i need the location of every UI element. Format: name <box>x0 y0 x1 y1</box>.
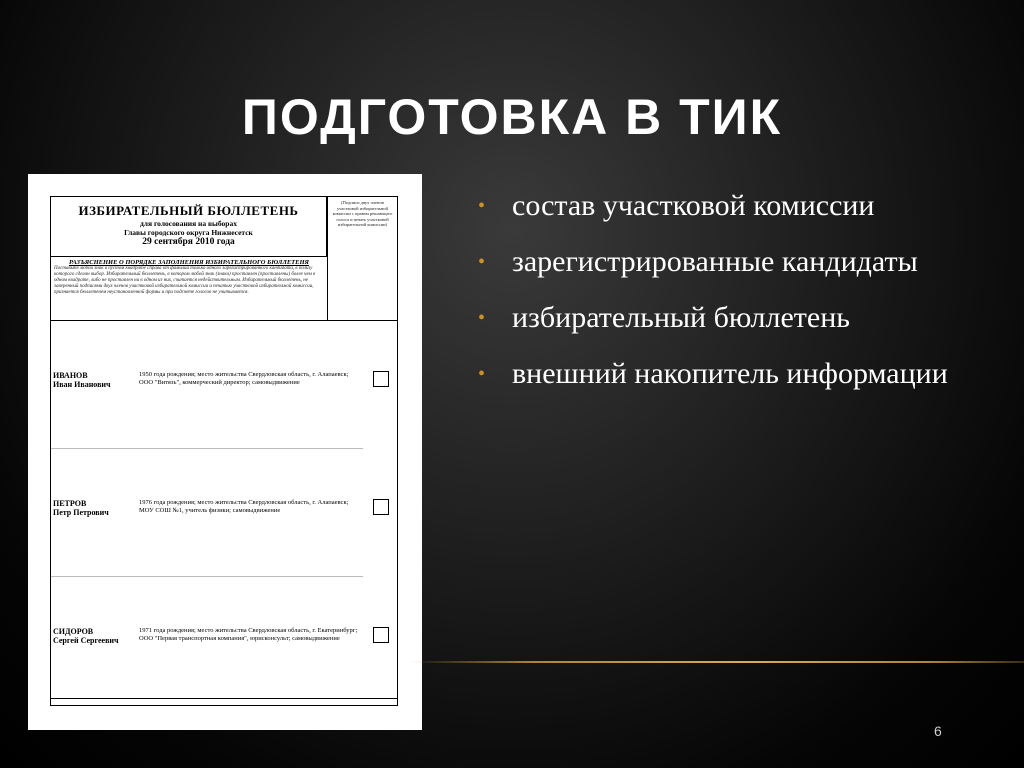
ballot-title: ИЗБИРАТЕЛЬНЫЙ БЮЛЛЕТЕНЬ <box>78 203 299 218</box>
bullet-item <box>478 354 998 394</box>
vote-checkbox[interactable] <box>373 371 389 387</box>
candidate-row <box>51 321 397 449</box>
bullet-dot-icon: • <box>478 251 486 273</box>
candidate-given-name: Петр Петрович <box>53 508 109 517</box>
candidate-surname: СИДОРОВ <box>53 627 94 636</box>
bullet-item <box>478 242 998 282</box>
instructions-text: Поставьте любой знак в пустом квадрате справа от фамилии только одного зарегистрированного кандидата, в пользу которого сделан выбор. Избирательный бюллетень, в котором любой знак (знаки) проставлен (проставлены) более чем в одном квадрате, либо не проставлен ни в одном из них, считается недействительным. Избирательный бюллетень, не заверенный подписями двух членов участковой избирательной комиссии и печатью участковой избирательной комиссии, признается бюллетенем неустановленной формы и при подсчете голосов не учитывается. <box>54 266 316 295</box>
instructions-title: РАЗЪЯСНЕНИЕ О ПОРЯДКЕ ЗАПОЛНЕНИЯ ИЗБИРАТЕЛЬНОГО БЮЛЛЕТЕНЯ <box>68 259 309 266</box>
candidate-name <box>53 627 119 645</box>
bullet-text: зарегистрированные кандидаты <box>512 245 918 278</box>
candidate-name <box>53 371 111 389</box>
slide-title: ПОДГОТОВКА В ТИК <box>241 89 783 145</box>
bullet-item <box>478 186 998 226</box>
ballot-header <box>51 197 397 321</box>
ballot-instructions <box>51 257 327 320</box>
candidate-name <box>53 499 109 517</box>
vote-checkbox[interactable] <box>373 627 389 643</box>
decorative-gold-line <box>410 661 1024 663</box>
bullet-text: состав участковой комиссии <box>512 189 875 222</box>
candidate-info: 1976 года рождения; место жительства Свердловская область, г. Алапаевск; МОУ СОШ №1, учитель физики; самовыдвижение <box>139 499 349 514</box>
ballot-title-block <box>51 197 327 257</box>
bullet-text: внешний накопитель информации <box>512 357 948 390</box>
vote-checkbox[interactable] <box>373 499 389 515</box>
candidate-row <box>51 577 397 705</box>
candidate-row <box>51 449 397 577</box>
bullet-dot-icon: • <box>478 307 486 329</box>
bullet-list <box>478 186 998 410</box>
ballot-date: 29 сентября 2010 года <box>142 237 235 247</box>
candidate-given-name: Сергей Сергеевич <box>53 636 119 645</box>
ballot-footer <box>51 698 397 705</box>
bullet-item <box>478 298 998 338</box>
candidate-info: 1950 года рождения; место жительства Свердловская область, г. Алапаевск; ООО "Витязь", коммерческий директор; самовыдвижение <box>139 371 349 386</box>
page-number: 6 <box>934 723 942 739</box>
bullet-dot-icon: • <box>478 363 486 385</box>
candidate-info: 1971 года рождения; место жительства Свердловская область, г. Екатеринбург; ООО "Первая транспортная компания", юрисконсульт; самовыдвижение <box>139 627 358 642</box>
ballot-subtitle: для голосования на выборах <box>140 219 237 228</box>
ballot-image <box>28 174 422 730</box>
ballot-stamp-note: (Подписи двух членов участковой избирательной комиссии с правом решающего голоса и печать участковой избирательной комиссии) <box>327 197 397 320</box>
bullet-dot-icon: • <box>478 195 486 217</box>
candidate-given-name: Иван Иванович <box>53 380 111 389</box>
candidate-surname: ИВАНОВ <box>53 371 88 380</box>
ballot-subtitle2: Главы городского округа Нижнесетск <box>124 228 253 237</box>
bullet-text: избирательный бюллетень <box>512 301 850 334</box>
ballot-sheet <box>50 196 398 706</box>
candidate-surname: ПЕТРОВ <box>53 499 87 508</box>
